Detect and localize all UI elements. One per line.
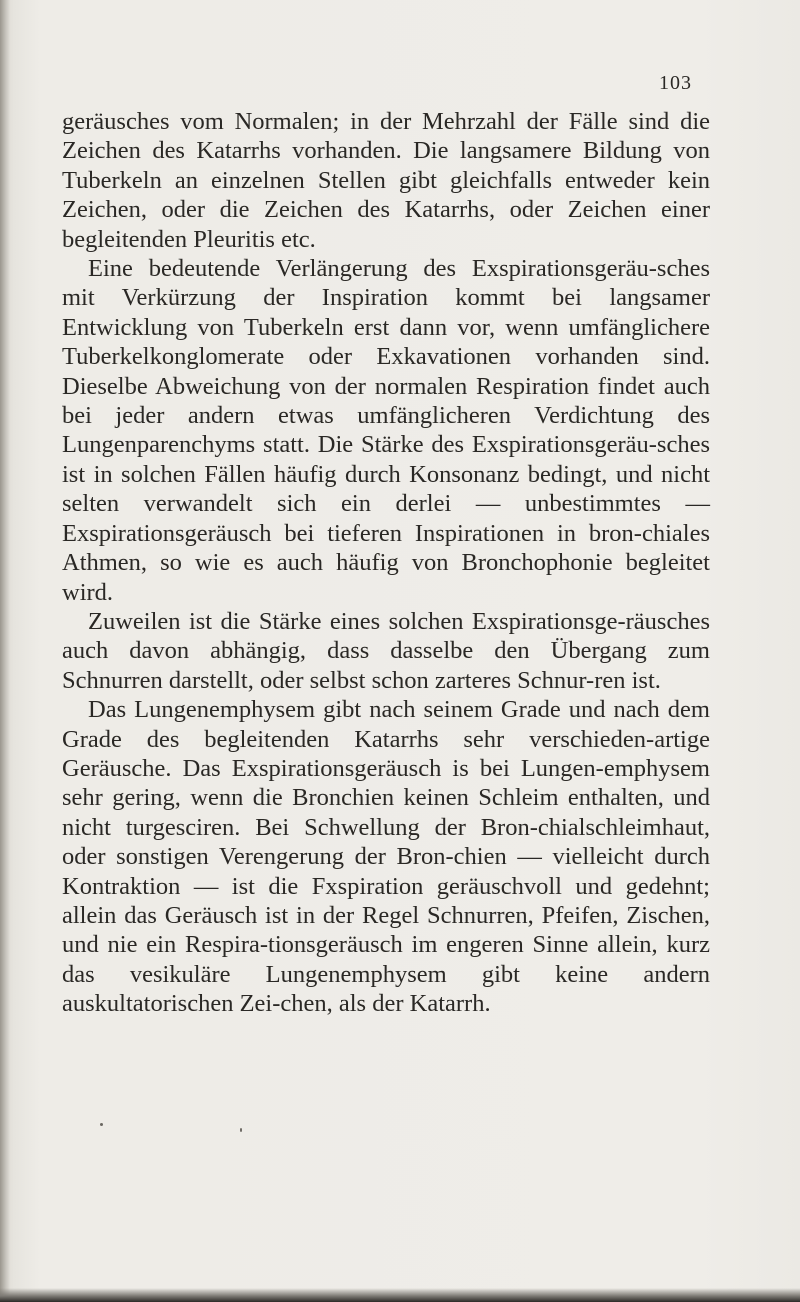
ink-speck	[100, 1123, 103, 1126]
paragraph-3: Zuweilen ist die Stärke eines solchen Exspirationsge-räusches auch davon abhängig, dass dasselbe den Übergang zum Schnurren darstellt, oder selbst schon zarteres Schnur-ren ist.	[62, 607, 710, 694]
gutter-shadow	[0, 0, 10, 1302]
paragraph-1: geräusches vom Normalen; in der Mehrzahl der Fälle sind die Zeichen des Katarrhs vorhanden. Die langsamere Bildung von Tuberkeln an einzelnen Stellen gibt gleichfalls entweder kein Zeichen, oder die Zeichen des Katarrhs, oder Zeichen einer begleitenden Pleuritis etc.	[62, 108, 710, 253]
paragraph-4: Das Lungenemphysem gibt nach seinem Grade und nach dem Grade des begleitenden Katarrhs sehr verschieden-artige Geräusche. Das Exspirationsgeräusch is bei Lungen-emphysem sehr gering, wenn die Bronchien keinen Schleim enthalten, und nicht turgesciren. Bei Schwellung der Bron-chialschleimhaut, oder sonstigen Verengerung der Bron-chien — vielleicht durch Kontraktion — ist die Fxspiration geräuschvoll und gedehnt; allein das Geräusch ist in der Regel Schnurren, Pfeifen, Zischen, und nie ein Respira-tionsgeräusch im engeren Sinne allein, kurz das vesikuläre Lungenemphysem gibt keine andern auskultatorischen Zei-chen, als der Katarrh.	[62, 696, 710, 1018]
page-number: 103	[659, 72, 692, 94]
paragraph-2: Eine bedeutende Verlängerung des Exspirationsgeräu-sches mit Verkürzung der Inspiration kommt bei langsamer Entwicklung von Tuberkeln erst dann vor, wenn umfänglichere Tuberkelkonglomerate oder Exkavationen vorhanden sind. Dieselbe Abweichung von der normalen Respiration findet auch bei jeder andern etwas umfänglicheren Verdichtung des Lungenparenchyms statt. Die Stärke des Exspirationsgeräu-sches ist in solchen Fällen häufig durch Konsonanz bedingt, und nicht selten verwandelt sich ein derlei — unbestimmtes — Exspirationsgeräusch bei tieferen Inspirationen in bron-chiales Athmen, so wie es auch häufig von Bronchophonie begleitet wird.	[62, 255, 710, 606]
page-bottom-edge	[0, 1288, 800, 1302]
ink-speck	[240, 1128, 242, 1132]
body-text	[62, 107, 710, 1019]
